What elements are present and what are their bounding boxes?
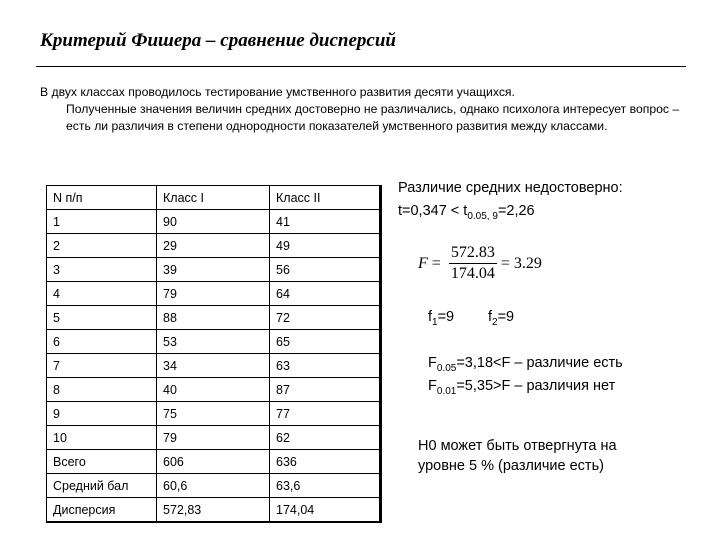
table-cell: 5	[47, 306, 157, 330]
table-cell: 72	[270, 306, 380, 330]
table-row	[47, 450, 380, 474]
intro-paragraph	[40, 84, 680, 135]
data-table-frame	[46, 185, 382, 523]
table-cell: 606	[157, 450, 270, 474]
table-cell: 88	[157, 306, 270, 330]
critical-005-label: F	[428, 355, 437, 371]
formula-result: = 3.29	[500, 254, 542, 272]
critical-005-text: =3,18<F – различие есть	[456, 355, 623, 371]
table-header-cell: Класс II	[270, 186, 380, 210]
table-row	[47, 402, 380, 426]
table-cell: 79	[157, 282, 270, 306]
table-cell: 4	[47, 282, 157, 306]
df-f1-label: f	[428, 309, 433, 325]
table-row	[47, 426, 380, 450]
table-header-cell: Класс I	[157, 186, 270, 210]
df-f2	[488, 309, 514, 328]
formula-numerator: 572.83	[449, 244, 497, 264]
df-f1	[428, 309, 454, 328]
table-row	[47, 330, 380, 354]
table-cell: Дисперсия	[47, 498, 157, 522]
df-f2-value: =9	[497, 309, 515, 325]
conclusion-line-2: уровне 5 % (различие есть)	[418, 458, 604, 474]
means-note-line-2	[398, 203, 535, 222]
table-row	[47, 234, 380, 258]
table-cell: 62	[270, 426, 380, 450]
df-f2-subscript: 2	[492, 316, 498, 328]
table-row	[47, 378, 380, 402]
table-cell: 53	[157, 330, 270, 354]
critical-value-005	[428, 355, 623, 374]
table-cell: 64	[270, 282, 380, 306]
critical-001-subscript: 0.01	[436, 385, 457, 397]
table-row	[47, 282, 380, 306]
table-cell: 63	[270, 354, 380, 378]
table-header-cell: N п/п	[47, 186, 157, 210]
table-cell: 56	[270, 258, 380, 282]
table-cell: Средний бал	[47, 474, 157, 498]
intro-line-rest: Полученные значения величин средних достоверно не различались, однако психолога интересует вопрос – есть ли различия в степени однородности показателей умственного развития между классами.	[66, 102, 680, 133]
table-cell: 9	[47, 402, 157, 426]
table-header-row	[47, 186, 380, 210]
page-title: Критерий Фишера – сравнение дисперсий	[40, 30, 396, 51]
table-cell: 3	[47, 258, 157, 282]
table-row	[47, 474, 380, 498]
table-row	[47, 354, 380, 378]
table-cell: 29	[157, 234, 270, 258]
df-f1-value: =9	[437, 309, 455, 325]
means-note-line-1: Различие средних недостоверно:	[398, 180, 623, 196]
table-cell: 174,04	[270, 498, 380, 522]
table-cell: 79	[157, 426, 270, 450]
critical-001-label: F	[428, 378, 437, 394]
table-row	[47, 498, 380, 522]
table-cell: 10	[47, 426, 157, 450]
critical-005-subscript: 0.05	[436, 362, 457, 374]
table-cell: 75	[157, 402, 270, 426]
table-cell: 1	[47, 210, 157, 234]
table-row	[47, 210, 380, 234]
table-row	[47, 306, 380, 330]
table-cell: 49	[270, 234, 380, 258]
t-critical-value: =2,26	[497, 203, 535, 219]
table-cell: 41	[270, 210, 380, 234]
title-divider	[36, 66, 686, 67]
table-cell: 636	[270, 450, 380, 474]
table-cell: 572,83	[157, 498, 270, 522]
t-critical-subscript: 0.05, 9	[467, 210, 498, 222]
table-cell: 6	[47, 330, 157, 354]
df-f2-label: f	[488, 309, 493, 325]
df-f1-subscript: 1	[432, 316, 438, 328]
table-cell: 87	[270, 378, 380, 402]
formula-denominator: 174.04	[450, 265, 495, 282]
table-cell: 40	[157, 378, 270, 402]
critical-001-text: =5,35>F – различия нет	[456, 378, 616, 394]
table-cell: 65	[270, 330, 380, 354]
fisher-formula	[418, 244, 542, 283]
table-cell: 39	[157, 258, 270, 282]
table-row	[47, 258, 380, 282]
table-cell: 8	[47, 378, 157, 402]
formula-fraction	[449, 244, 497, 283]
conclusion-line-1: Н0 может быть отвергнута на	[418, 438, 617, 454]
t-statistic-text: t=0,347 < t	[398, 203, 468, 219]
formula-equals: =	[431, 254, 441, 272]
formula-lhs: F	[418, 254, 428, 272]
table-cell: 7	[47, 354, 157, 378]
table-cell: 90	[157, 210, 270, 234]
table-cell: 2	[47, 234, 157, 258]
critical-value-001	[428, 378, 615, 397]
data-table	[46, 185, 380, 522]
table-cell: Всего	[47, 450, 157, 474]
table-cell: 60,6	[157, 474, 270, 498]
intro-line-1: В двух классах проводилось тестирование умственного развития десяти учащихся.	[40, 85, 515, 99]
table-cell: 77	[270, 402, 380, 426]
table-cell: 63,6	[270, 474, 380, 498]
table-cell: 34	[157, 354, 270, 378]
